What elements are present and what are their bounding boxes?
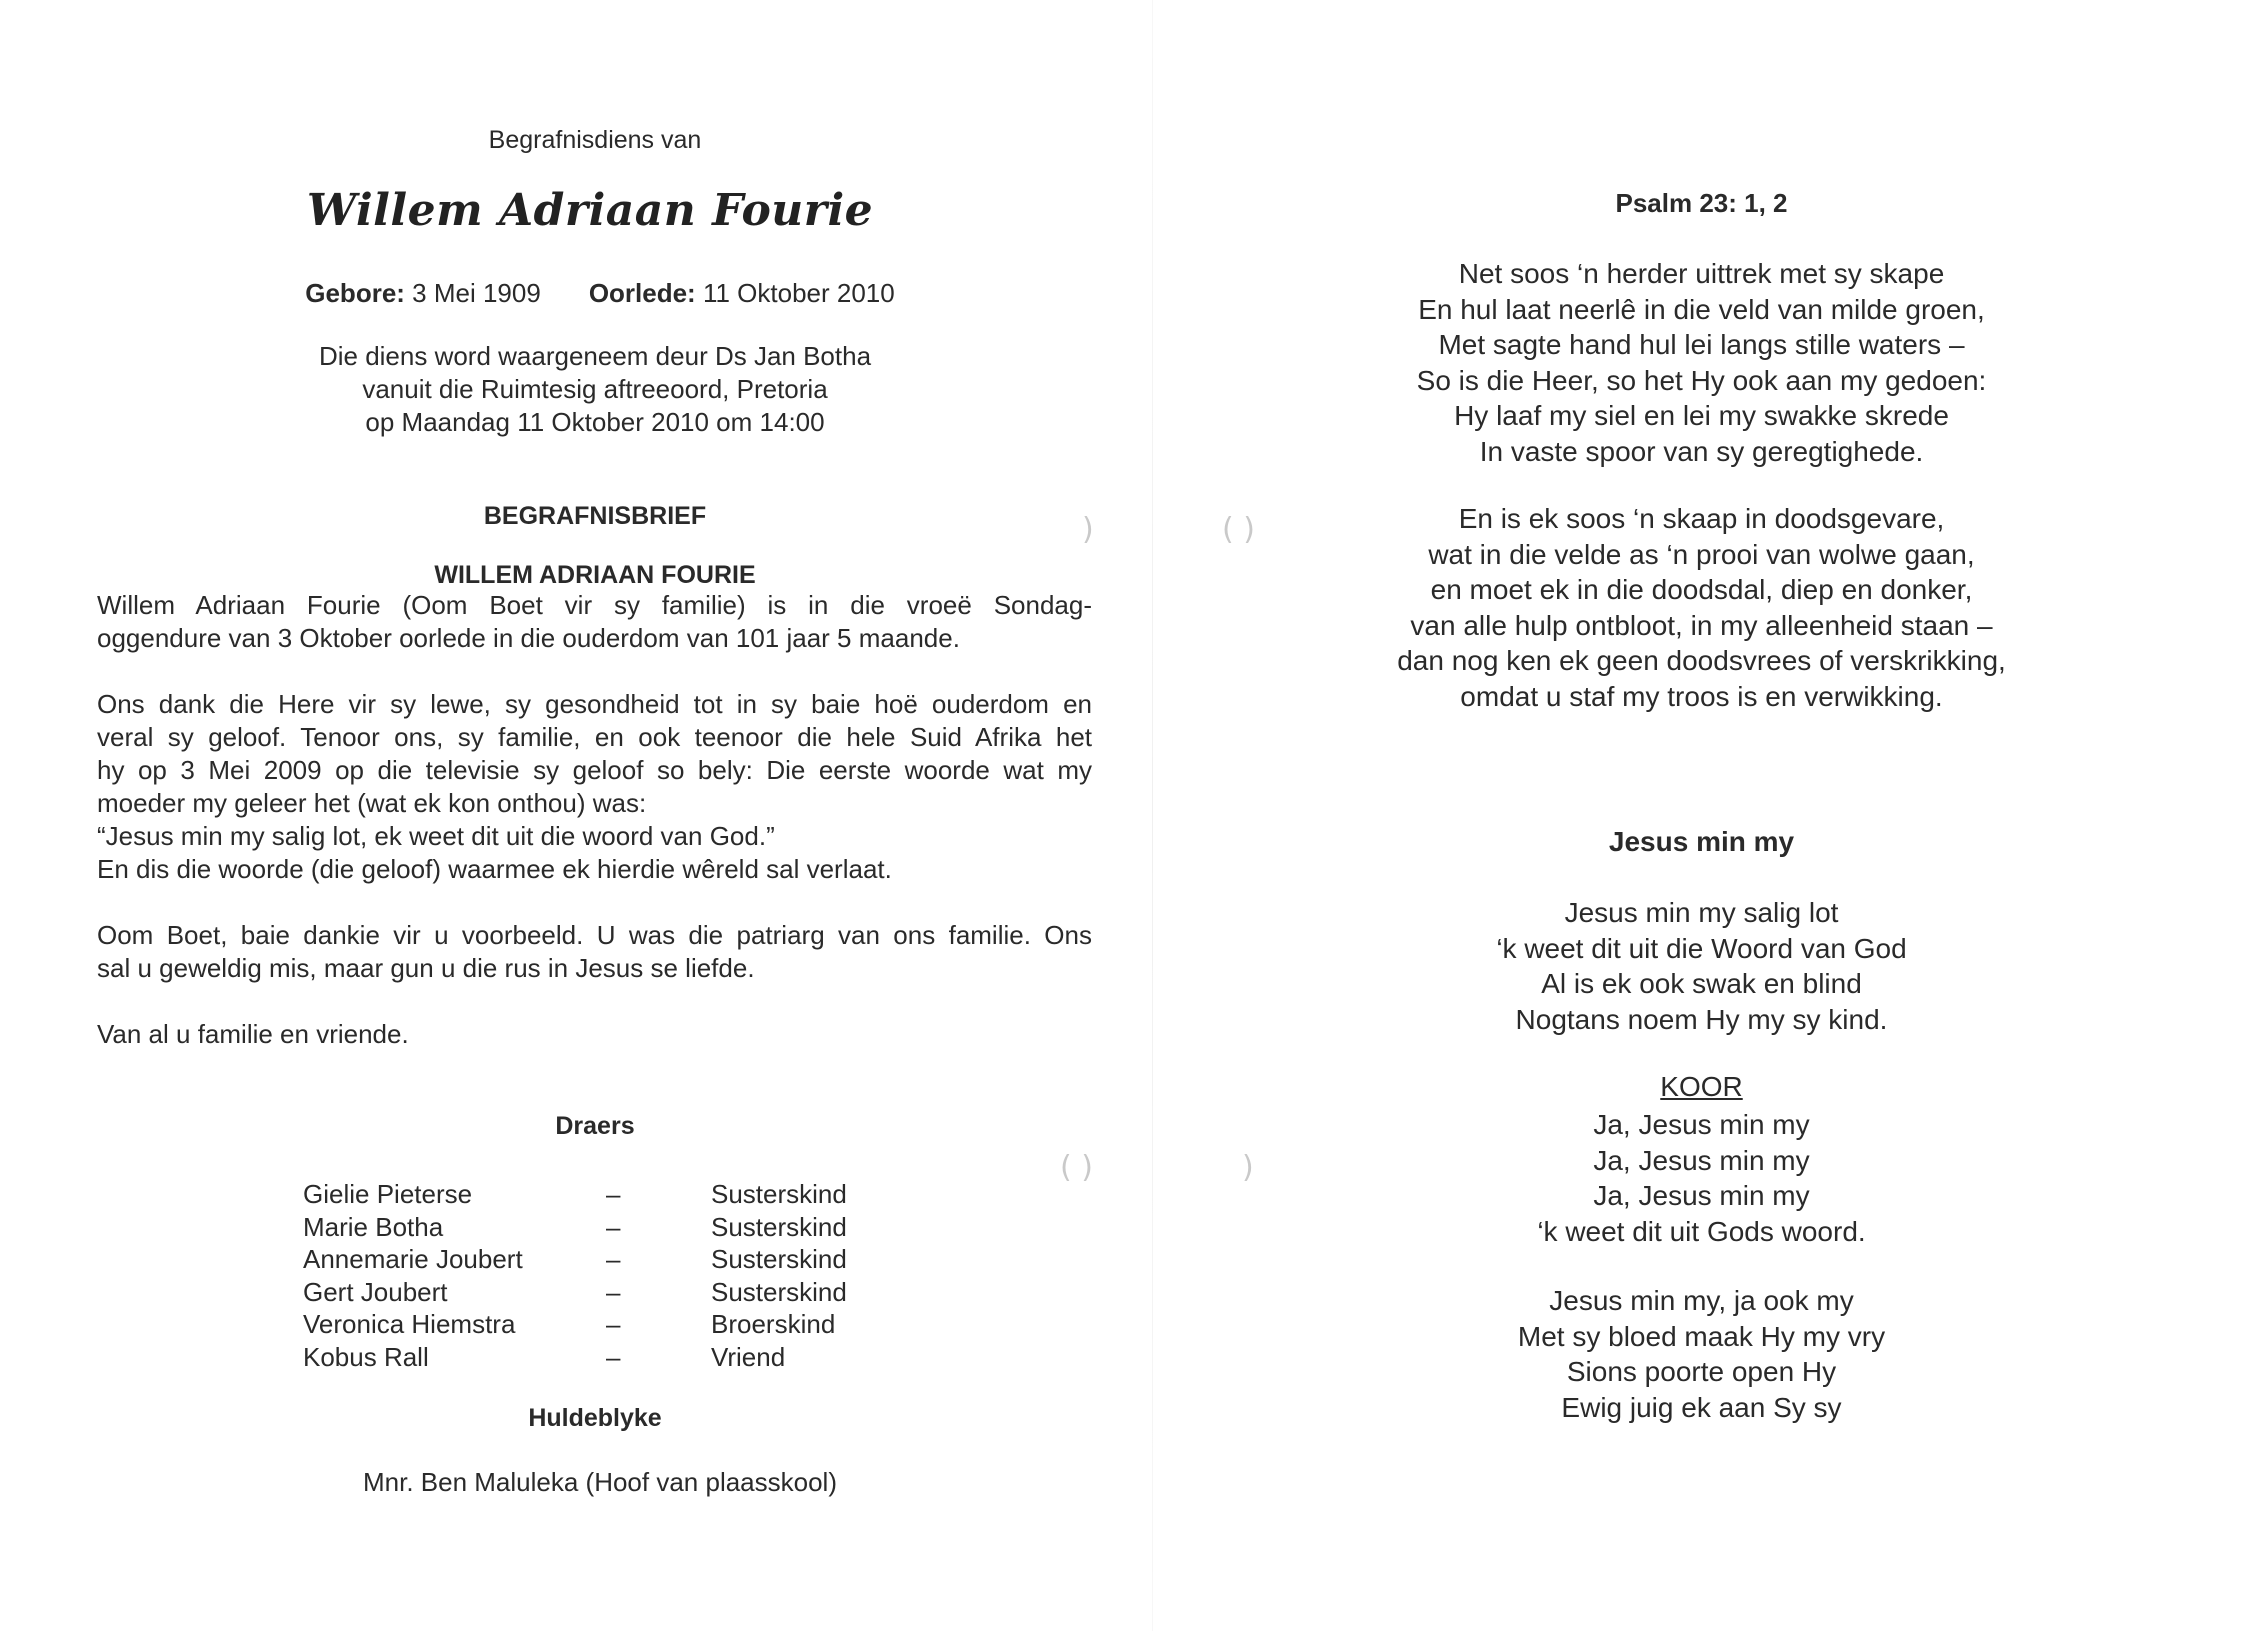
bearer-dash: – (606, 1244, 621, 1274)
bearer-name: Kobus Rall (303, 1341, 429, 1372)
letter-line: veral sy geloof. Tenoor ons, sy familie, en ook teenoor die hele Suid Afrika het (97, 722, 1092, 752)
born-label: Gebore: (305, 278, 405, 308)
letter-line: sal u geweldig mis, maar gun u die rus in Jesus se liefde. (97, 953, 755, 983)
brief-name-heading: WILLEM ADRIAAN FOURIE (434, 561, 756, 589)
psalm-title: Psalm 23: 1, 2 (1615, 188, 1788, 218)
brief-heading: BEGRAFNISBRIEF (483, 502, 707, 530)
bearer-dash: – (606, 1276, 621, 1307)
chorus-line: Ja, Jesus min my (1593, 1180, 1810, 1211)
bearer-relation: Susterskind (711, 1276, 847, 1307)
verse-line: En hul laat neerlê in die veld van milde groen, (1418, 293, 1985, 325)
bearer-relation: Vriend (711, 1341, 786, 1372)
verse-line: dan nog ken ek geen doodsvrees of verskrikking, (1397, 645, 2006, 676)
bearer-row (303, 1211, 903, 1244)
bearer-row (303, 1308, 903, 1341)
verse-line: Met sy bloed maak Hy my vry (1517, 1320, 1886, 1352)
letter-signoff: Van al u familie en vriende. (97, 1019, 409, 1049)
bearer-name: Gielie Pieterse (303, 1179, 473, 1209)
verse-line: Al is ek ook swak en blind (1541, 968, 1862, 999)
bearer-row (303, 1178, 903, 1211)
service-details (230, 340, 960, 439)
died-value: 11 Oktober 2010 (695, 278, 895, 308)
intro-text: Begrafnisdiens van (488, 126, 702, 154)
bearer-name: Annemarie Joubert (303, 1244, 523, 1274)
chorus-label: KOOR (1660, 1071, 1743, 1102)
deceased-name: Willem Adriaan Fourie (306, 185, 874, 236)
letter-line: En dis die woorde (die geloof) waarmee ek hierdie wêreld sal verlaat. (97, 854, 892, 884)
verse-line: Sions poorte open Hy (1566, 1356, 1837, 1387)
bearer-relation: Broerskind (711, 1309, 836, 1339)
bearer-relation: Susterskind (711, 1244, 847, 1274)
verse-line: omdat u staf my troos is en verwikking. (1460, 680, 1943, 712)
verse-line: ‘k weet dit uit die Woord van God (1496, 932, 1907, 964)
chorus (1150, 1107, 2253, 1249)
bearer-name: Marie Botha (303, 1211, 444, 1242)
bearer-relation: Susterskind (711, 1179, 847, 1209)
letter-paragraph (97, 919, 1092, 985)
verse-line: Jesus min my, ja ook my (1549, 1285, 1854, 1316)
psalm-verse (1150, 501, 2253, 714)
verse-line: Jesus min my salig lot (1564, 897, 1839, 928)
service-line: Die diens word waargeneem deur Ds Jan Botha (318, 341, 872, 371)
service-line: vanuit die Ruimtesig aftreeoord, Pretoria (362, 374, 828, 404)
letter-line: Willem Adriaan Fourie (Oom Boet vir sy familie) is in die vroeë Sondag- (97, 590, 1092, 620)
born-value: 3 Mei 1909 (404, 278, 541, 308)
bearer-row (303, 1276, 903, 1309)
bearer-row (303, 1243, 903, 1276)
verse-line: In vaste spoor van sy geregtighede. (1479, 435, 1924, 467)
verse-line: Met sagte hand hul lei langs stille waters – (1438, 329, 1965, 360)
hymn-verse (1150, 1283, 2253, 1425)
verse-line: en moet ek in die doodsdal, diep en donker, (1430, 574, 1973, 605)
verse-line: Net soos ‘n herder uittrek met sy skape (1458, 258, 1945, 289)
bearer-dash: – (606, 1211, 621, 1242)
letter-paragraph (97, 688, 1092, 886)
chorus-line: ‘k weet dit uit Gods woord. (1537, 1215, 1866, 1247)
right-page (1150, 0, 2253, 1631)
bearer-dash: – (606, 1309, 621, 1339)
letter-line: Oom Boet, baie dankie vir u voorbeeld. U was die patriarg van ons familie. Ons (97, 920, 1092, 950)
letter-line: moeder my geleer het (wat ek kon onthou) was: (97, 788, 647, 818)
scan-mark: ) (1242, 1150, 1254, 1185)
letter-line: Ons dank die Here vir sy lewe, sy gesondheid tot in sy baie hoë ouderdom en (97, 689, 1092, 719)
bearer-dash: – (606, 1341, 621, 1372)
bearers-list (303, 1178, 903, 1373)
letter-line: “Jesus min my salig lot, ek weet dit uit die woord van God.” (97, 821, 775, 851)
scan-mark: ) (1082, 512, 1094, 547)
bearer-dash: – (606, 1179, 621, 1209)
letter-line: hy op 3 Mei 2009 op die televisie sy geloof so bely: Die eerste woorde wat my (97, 755, 1092, 785)
dates-line (200, 278, 1000, 309)
service-line: op Maandag 11 Oktober 2010 om 14:00 (365, 407, 825, 437)
scan-mark: ( ) (1060, 1150, 1093, 1185)
letter-paragraph (97, 589, 1092, 655)
letter-line: oggendure van 3 Oktober oorlede in die ouderdom van 101 jaar 5 maande. (97, 623, 960, 653)
verse-line: Nogtans noem Hy my sy kind. (1515, 1003, 1888, 1035)
chorus-line: Ja, Jesus min my (1593, 1144, 1810, 1176)
died-label: Oorlede: (588, 278, 696, 308)
verse-line: En is ek soos ‘n skaap in doodsgevare, (1458, 503, 1945, 534)
bearer-name: Veronica Hiemstra (303, 1309, 516, 1339)
tribute-entry: Mnr. Ben Maluleka (Hoof van plaasskool) (362, 1467, 837, 1497)
verse-line: van alle hulp ontbloot, in my alleenheid staan – (1410, 609, 1993, 641)
hymn-title: Jesus min my (1608, 826, 1795, 857)
psalm-verse (1150, 256, 2253, 469)
verse-line: Ewig juig ek aan Sy sy (1561, 1391, 1842, 1423)
tributes-heading: Huldeblyke (528, 1404, 662, 1432)
bearer-row (303, 1341, 903, 1374)
verse-line: Hy laaf my siel en lei my swakke skrede (1454, 400, 1949, 431)
bearer-relation: Susterskind (711, 1211, 847, 1242)
bearer-name: Gert Joubert (303, 1276, 448, 1307)
bearers-heading: Draers (555, 1112, 635, 1140)
chorus-line: Ja, Jesus min my (1593, 1109, 1810, 1140)
funeral-letter (97, 589, 1092, 1051)
scan-mark: ( ) (1222, 512, 1255, 547)
hymn-verse (1150, 895, 2253, 1037)
verse-line: wat in die velde as ‘n prooi van wolwe gaan, (1428, 538, 1975, 570)
verse-line: So is die Heer, so het Hy ook aan my gedoen: (1416, 364, 1987, 396)
